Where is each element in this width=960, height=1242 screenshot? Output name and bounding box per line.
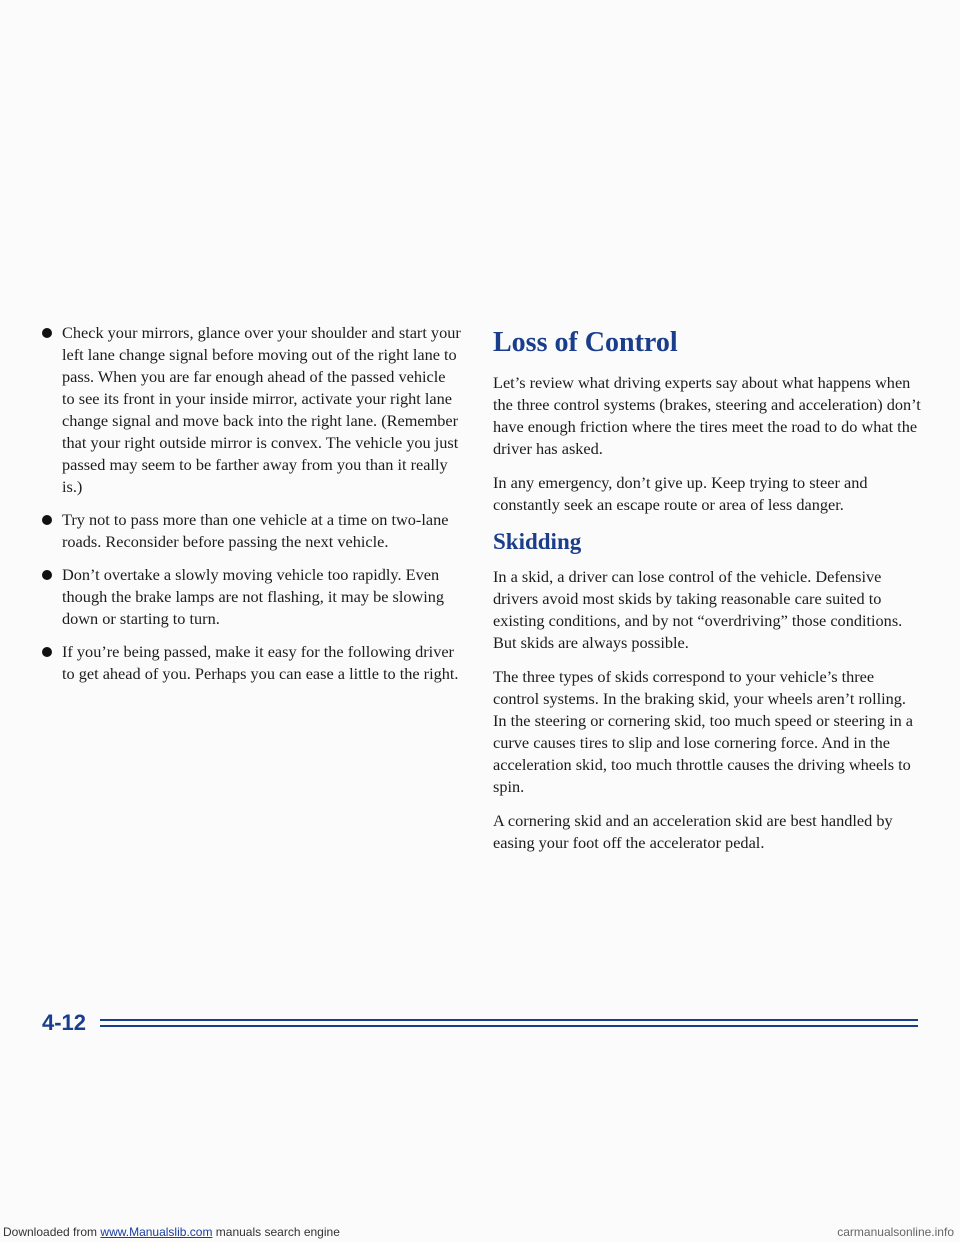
watermark-text: carmanualsonline.info <box>837 1225 954 1239</box>
bullet-icon <box>42 328 52 338</box>
paragraph: In any emergency, don’t give up. Keep trying to steer and constantly seek an escape route or area of less danger. <box>493 473 868 514</box>
download-credit <box>3 1222 340 1242</box>
bullet-text: If you’re being passed, make it easy for the following driver to get ahead of you. Perhaps you can ease a little to the right. <box>62 642 459 683</box>
download-bar <box>0 1222 960 1242</box>
footer-rule <box>100 1019 918 1021</box>
bullet-item <box>42 322 462 498</box>
bullet-icon <box>42 647 52 657</box>
footer-rule <box>100 1025 918 1027</box>
bullet-item <box>42 641 462 685</box>
right-column <box>493 322 923 866</box>
download-prefix: Downloaded from <box>3 1225 98 1239</box>
bullet-item <box>42 564 462 630</box>
paragraph: Let’s review what driving experts say about what happens when the three control systems (brakes, steering and acceleration) don’t have enough friction where the tires meet the road to do what the driver has asked. <box>493 373 921 458</box>
manualslib-link[interactable]: www.Manualslib.com <box>100 1225 213 1239</box>
bullet-text: Try not to pass more than one vehicle at a time on two-lane roads. Reconsider before passing the next vehicle. <box>62 510 449 551</box>
paragraph: A cornering skid and an acceleration skid are best handled by easing your foot off the accelerator pedal. <box>493 811 893 852</box>
section-title: Loss of Control <box>493 327 678 358</box>
bullet-icon <box>42 515 52 525</box>
paragraph: In a skid, a driver can lose control of the vehicle. Defensive drivers avoid most skids by taking reasonable care suited to existing conditions, and by not “overdriving” those conditions. But skids are always possible. <box>493 567 903 652</box>
left-column <box>42 322 462 696</box>
download-suffix: manuals search engine <box>212 1225 340 1239</box>
bullet-icon <box>42 570 52 580</box>
paragraph: The three types of skids correspond to your vehicle’s three control systems. In the braking skid, your wheels aren’t rolling. In the steering or cornering skid, too much speed or steering in a curve causes tires to slip and lose cornering force. And in the acceleration skid, too much throttle causes the driving wheels to spin. <box>493 667 914 796</box>
bullet-item <box>42 509 462 553</box>
page-footer <box>42 1008 918 1038</box>
bullet-text: Don’t overtake a slowly moving vehicle too rapidly. Even though the brake lamps are not flashing, it may be slowing down or starting to turn. <box>62 565 445 628</box>
page-number: 4-12 <box>42 1010 87 1035</box>
subsection-title: Skidding <box>493 529 582 554</box>
bullet-text: Check your mirrors, glance over your shoulder and start your left lane change signal before moving out of the right lane to pass. When you are far enough ahead of the passed vehicle to see its front in your inside mirror, activate your right lane change signal and move back into the right lane. (Remember that your right outside mirror is convex. The vehicle you just passed may seem to be farther away from you than it really is.) <box>62 323 461 496</box>
